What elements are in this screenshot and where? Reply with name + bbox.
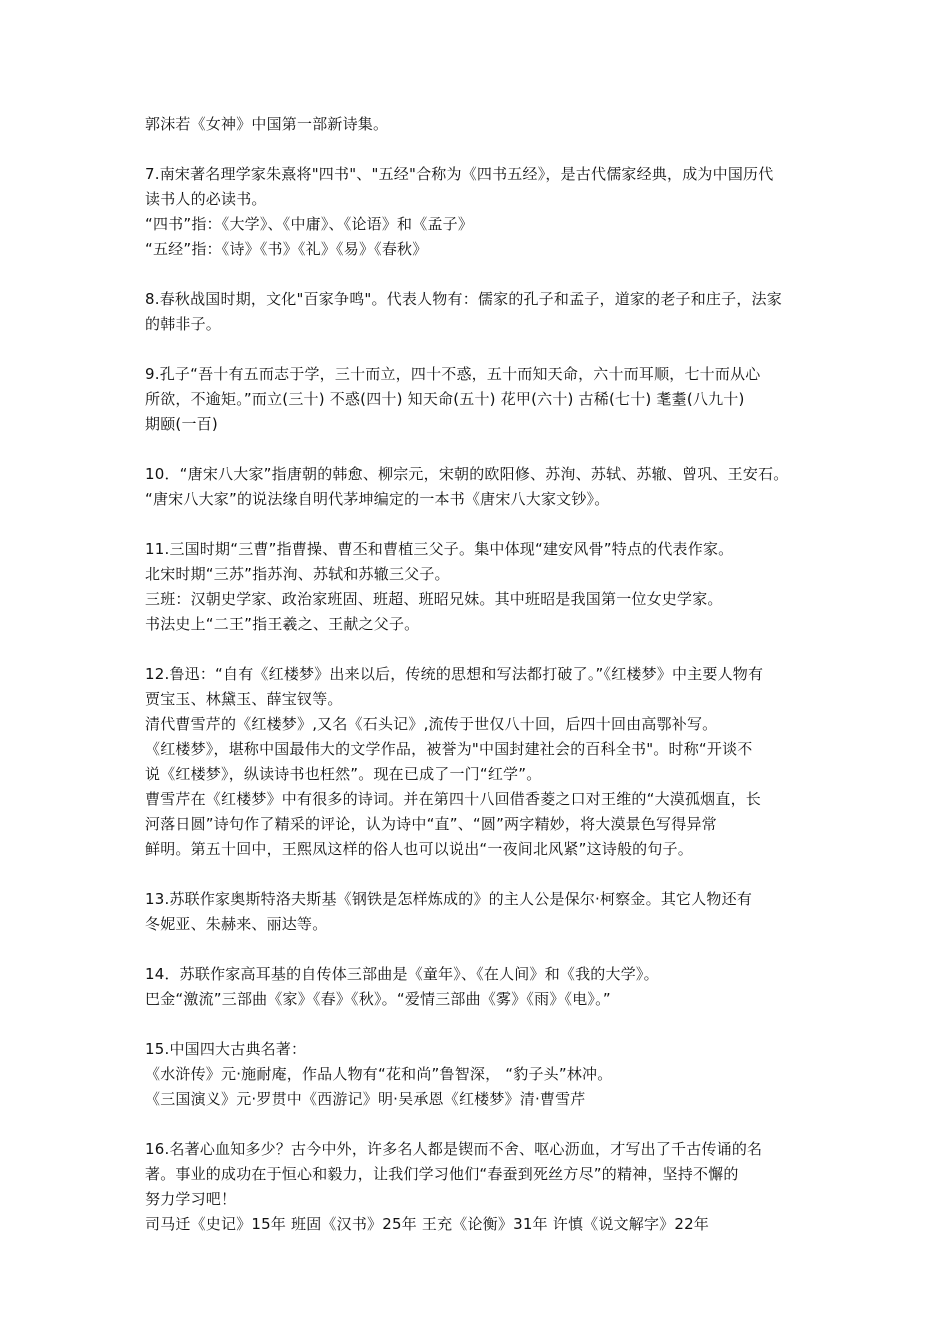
text-line: 郭沫若《女神》中国第一部新诗集。 — [145, 115, 389, 133]
text-line: 10．“唐宋八大家”指唐朝的韩愈、柳宗元，宋朝的欧阳修、苏洵、苏轼、苏辙、曾巩、王安石。 — [145, 465, 789, 483]
text-line: 13.苏联作家奥斯特洛夫斯基《钢铁是怎样炼成的》的主人公是保尔·柯察金。其它人物还有 — [145, 890, 753, 908]
text-line: 巴金“激流”三部曲《家》《春》《秋》。“爱情三部曲《雾》《雨》《电》。” — [145, 990, 611, 1008]
text-line: 读书人的必读书。 — [145, 190, 267, 208]
text-line: 15.中国四大古典名著： — [145, 1040, 307, 1058]
text-line: 努力学习吧！ — [145, 1190, 237, 1208]
text-line: 说《红楼梦》，纵读诗书也枉然”。现在已成了一门“红学”。 — [145, 765, 542, 783]
text-line: 12.鲁迅：“自有《红楼梦》出来以后，传统的思想和写法都打破了。”《红楼梦》中主要人物有 — [145, 665, 764, 683]
text-line: 所欲，不逾矩。”而立(三十) 不惑(四十) 知天命(五十) 花甲(六十) 古稀(七十) 耄耋(八九十) — [145, 390, 745, 408]
paragraph-gap — [145, 437, 815, 462]
paragraph-gap — [145, 637, 815, 662]
text-line: 期颐(一百) — [145, 415, 218, 433]
text-line: 《红楼梦》，堪称中国最伟大的文学作品，被誉为"中国封建社会的百科全书"。时称“开谈不 — [145, 740, 753, 758]
text-line: 14．苏联作家高耳基的自传体三部曲是《童年》、《在人间》和《我的大学》。 — [145, 965, 659, 983]
paragraph-gap — [145, 262, 815, 287]
text-line: 11.三国时期“三曹”指曹操、曹丕和曹植三父子。集中体现“建安风骨”特点的代表作家。 — [145, 540, 734, 558]
text-line: 16.名著心血知多少？古今中外，许多名人都是锲而不舍、呕心沥血，才写出了千古传诵的名 — [145, 1140, 763, 1158]
paragraph-gap — [145, 137, 815, 162]
text-line: 7.南宋著名理学家朱熹将"四书"、"五经"合称为《四书五经》，是古代儒家经典，成为中国历代 — [145, 165, 774, 183]
text-line: 贾宝玉、林黛玉、薛宝钗等。 — [145, 690, 343, 708]
text-line: 冬妮亚、朱赫来、丽达等。 — [145, 915, 328, 933]
paragraph-gap — [145, 337, 815, 362]
paragraph-gap — [145, 862, 815, 887]
paragraph-gap — [145, 512, 815, 537]
text-line: “唐宋八大家”的说法缘自明代茅坤编定的一本书《唐宋八大家文钞》。 — [145, 490, 610, 508]
text-line: 9.孔子“吾十有五而志于学，三十而立，四十不惑，五十而知天命，六十而耳顺，七十而从心 — [145, 365, 761, 383]
paragraph-gap — [145, 937, 815, 962]
text-line: “五经”指：《诗》《书》《礼》《易》《春秋》 — [145, 240, 428, 258]
text-line: 河落日圆”诗句作了精采的评论，认为诗中“直”、“圆”两字精妙，将大漠景色写得异常 — [145, 815, 717, 833]
paragraph-gap — [145, 1012, 815, 1037]
text-line: 《水浒传》元·施耐庵，作品人物有“花和尚”鲁智深， “豹子头”林冲。 — [145, 1065, 613, 1083]
text-line: 书法史上“二王”指王羲之、王献之父子。 — [145, 615, 420, 633]
text-line: 曹雪芹在《红楼梦》中有很多的诗词。并在第四十八回借香菱之口对王维的“大漠孤烟直，长 — [145, 790, 761, 808]
document-page — [145, 112, 815, 1237]
text-line: 鲜明。第五十回中，王熙凤这样的俗人也可以说出“一夜间北风紧”这诗般的句子。 — [145, 840, 693, 858]
text-line: 司马迁《史记》15年 班固《汉书》25年 王充《论衡》31年 许慎《说文解字》22年 — [145, 1215, 710, 1233]
text-line: 《三国演义》元·罗贯中《西游记》明·吴承恩《红楼梦》清·曹雪芹 — [145, 1090, 586, 1108]
text-line: “四书”指：《大学》、《中庸》、《论语》和《孟子》 — [145, 215, 474, 233]
text-line: 著。事业的成功在于恒心和毅力，让我们学习他们“春蚕到死丝方尽”的精神，坚持不懈的 — [145, 1165, 739, 1183]
paragraph-gap — [145, 1112, 815, 1137]
text-line: 清代曹雪芹的《红楼梦》,又名《石头记》,流传于世仅八十回，后四十回由高鄂补写。 — [145, 715, 718, 733]
text-line: 8.春秋战国时期，文化"百家争鸣"。代表人物有：儒家的孔子和孟子，道家的老子和庄子，法家 — [145, 290, 782, 308]
text-line: 北宋时期“三苏”指苏洵、苏轼和苏辙三父子。 — [145, 565, 450, 583]
text-line: 的韩非子。 — [145, 315, 222, 333]
text-line: 三班：汉朝史学家、政治家班固、班超、班昭兄妹。其中班昭是我国第一位女史学家。 — [145, 590, 723, 608]
